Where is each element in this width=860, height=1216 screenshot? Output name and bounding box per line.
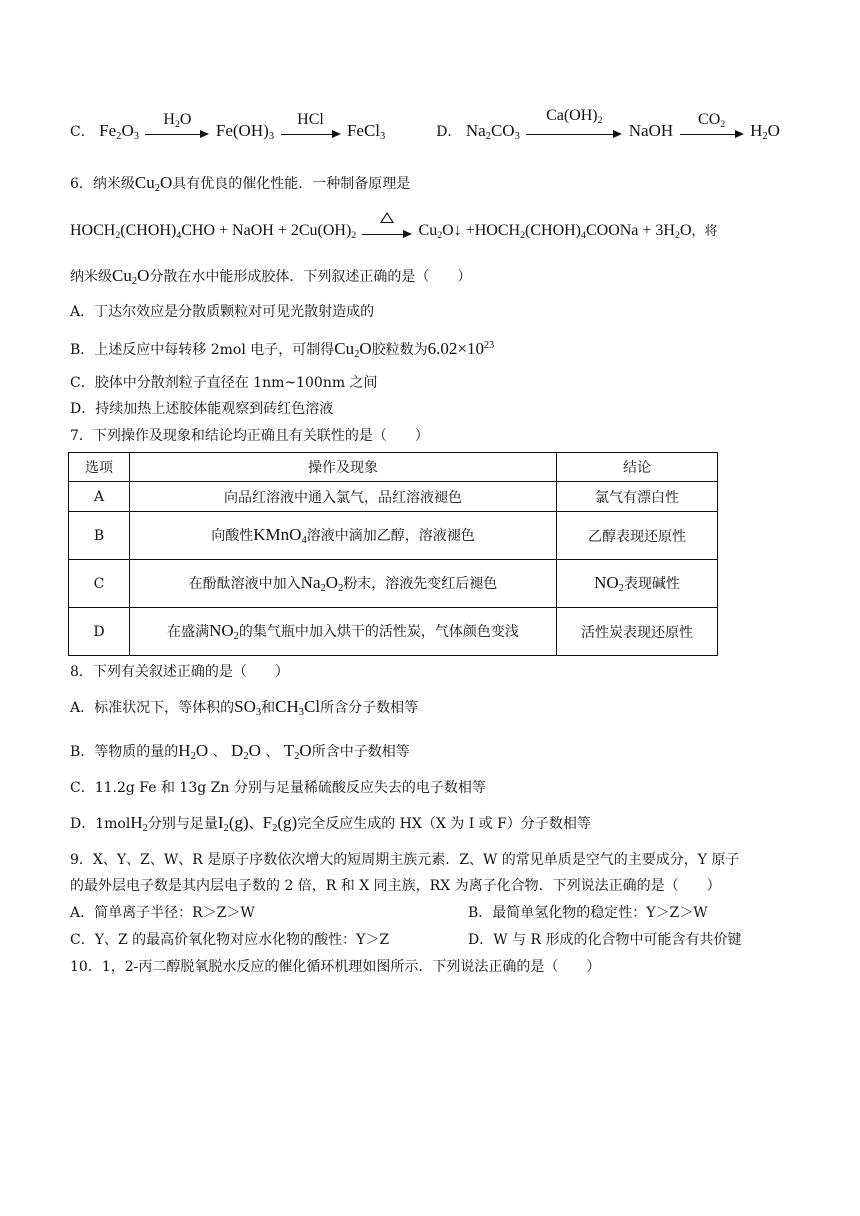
table-cell: 乙醇表现还原性 <box>557 512 718 560</box>
formula: NaOH <box>628 121 674 140</box>
q6-equation: $HOCH_2(CHOH)_4CHO$ + NaOH + $2Cu(OH)_2$ $Cu_2O↓$ $+HOCH_2(CHOH)_4COONa + 3H_2O$，将 <box>70 221 800 246</box>
table-cell: 氯气有漂白性 <box>557 482 718 512</box>
formula: $Cu_2O$ <box>134 173 173 194</box>
table-cell: 在盛满$NO_2$的集气瓶中加入烘干的活性炭，气体颜色变浅 <box>130 608 557 656</box>
table-cell: 向品红溶液中通入氯气，品红溶液褪色 <box>130 482 557 512</box>
q5-options-line <box>70 107 800 147</box>
q9-option-d: D．W 与 R 形成的化合物中可能含有共价键 <box>468 932 742 948</box>
q6-option-d: D．持续加热上述胶体能观察到砖红色溶液 <box>70 401 334 417</box>
q6-stem-line1: 6．纳米级$Cu_2O$具有优良的催化性能．一种制备原理是 <box>70 173 411 194</box>
q9-stem-line1: 9．X、Y、Z、W、R 是原子序数依次增大的短周期主族元素．Z、W 的常见单质是空气的主要成分，Y 原子 <box>70 852 740 868</box>
q9-options-row2 <box>70 930 800 950</box>
reaction-arrow: $Ca(OH)_2$ <box>526 122 622 142</box>
q10-stem: 10．1，2-丙二醇脱氧脱水反应的催化循环机理如图所示．下列说法正确的是（ ） <box>70 959 601 975</box>
table-cell: A <box>69 482 130 512</box>
table-header: 选项 <box>69 453 130 482</box>
table-cell: C <box>69 560 130 608</box>
table-row <box>69 482 718 512</box>
table-cell: 在酚酞溶液中加入$Na_2O_2$粉末，溶液先变红后褪色 <box>130 560 557 608</box>
q8-stem: 8．下列有关叙述正确的是（ ） <box>70 664 289 680</box>
q8-option-c: C．11.2g Fe 和 13g Zn 分别与足量稀硫酸反应失去的电子数相等 <box>70 780 486 796</box>
formula: $Fe(OH)_3$ <box>215 121 275 142</box>
formula: $Fe_2O_3$ <box>99 121 139 142</box>
q8-option-b: B．等物质的量的$H_2O$ 、 $D_2O$ 、 $T_2O$所含中子数相等 <box>70 741 410 762</box>
reaction-arrow: HCl <box>281 122 341 142</box>
q9-option-c: C．Y、Z 的最高价氧化物对应水化物的酸性：Y＞Z <box>70 932 390 948</box>
q9-option-b: B．最简单氢化物的稳定性：Y＞Z＞W <box>468 905 708 921</box>
q6-stem-line2: 纳米级$Cu_2O$分散在水中能形成胶体．下列叙述正确的是（ ） <box>70 266 472 287</box>
equation-left: $HOCH_2(CHOH)_4CHO$ + NaOH + $2Cu(OH)_2$ <box>70 222 357 241</box>
q5-option-d <box>436 107 780 142</box>
reaction-arrow: $H_2O$ <box>145 122 209 142</box>
q6-option-c: C．胶体中分散剂粒子直径在 1nm~100nm 之间 <box>70 375 378 391</box>
heat-triangle-icon <box>380 212 394 223</box>
table-row <box>69 512 718 560</box>
q9-options-row1 <box>70 903 800 923</box>
number: $6.02\times 10^{23}$ <box>427 339 495 359</box>
q8-option-d: D．1molH$_2$分别与足量$I_2(g)$、$F_2(g)$完全反应生成的 HX（X 为 I 或 F）分子数相等 <box>70 813 591 834</box>
table-header-row <box>69 453 718 482</box>
heat-arrow <box>362 222 412 242</box>
q6-option-a: A．丁达尔效应是分散质颗粒对可见光散射造成的 <box>70 304 375 320</box>
q9-option-a: A．简单离子半径：R＞Z＞W <box>70 905 255 921</box>
table-cell: 活性炭表现还原性 <box>557 608 718 656</box>
q6-option-b: B．上述反应中每转移 2mol 电子，可制得$Cu_2O$胶粒数为$6.02\times 10^{23}$ <box>70 339 495 361</box>
formula: $H_2O$ <box>750 121 780 142</box>
formula: $Cu_2O$ <box>112 266 150 287</box>
table-row <box>69 560 718 608</box>
q9-stem-line2: 的最外层电子数是其内层电子数的 2 倍，R 和 X 同主族，RX 为离子化合物．下列说法正确的是（ ） <box>70 878 721 894</box>
q7-table <box>68 452 718 656</box>
table-cell: $NO_2$表现碱性 <box>557 560 718 608</box>
table-header: 结论 <box>557 453 718 482</box>
q7-stem: 7．下列操作及现象和结论均正确且有关联性的是（ ） <box>70 428 429 444</box>
table-row <box>69 608 718 656</box>
q8-option-a: A．标准状况下，等体积的$SO_3$和$CH_3Cl$所含分子数相等 <box>70 697 419 718</box>
option-label: D． <box>436 124 462 140</box>
q5-option-c <box>70 111 390 142</box>
formula: $Na_2CO_3$ <box>465 121 520 142</box>
table-cell: B <box>69 512 130 560</box>
reaction-arrow: $CO_2$ <box>680 122 744 142</box>
table-header: 操作及现象 <box>130 453 557 482</box>
formula: FeCl$_3$ <box>346 121 386 142</box>
table-cell: D <box>69 608 130 656</box>
table-cell: 向酸性KMnO$_4$溶液中滴加乙醇，溶液褪色 <box>130 512 557 560</box>
equation-right: $Cu_2O↓$ $+HOCH_2(CHOH)_4COONa + 3H_2O$ <box>418 222 692 241</box>
formula: $Cu_2O$ <box>334 339 372 361</box>
option-label: C． <box>70 124 95 140</box>
